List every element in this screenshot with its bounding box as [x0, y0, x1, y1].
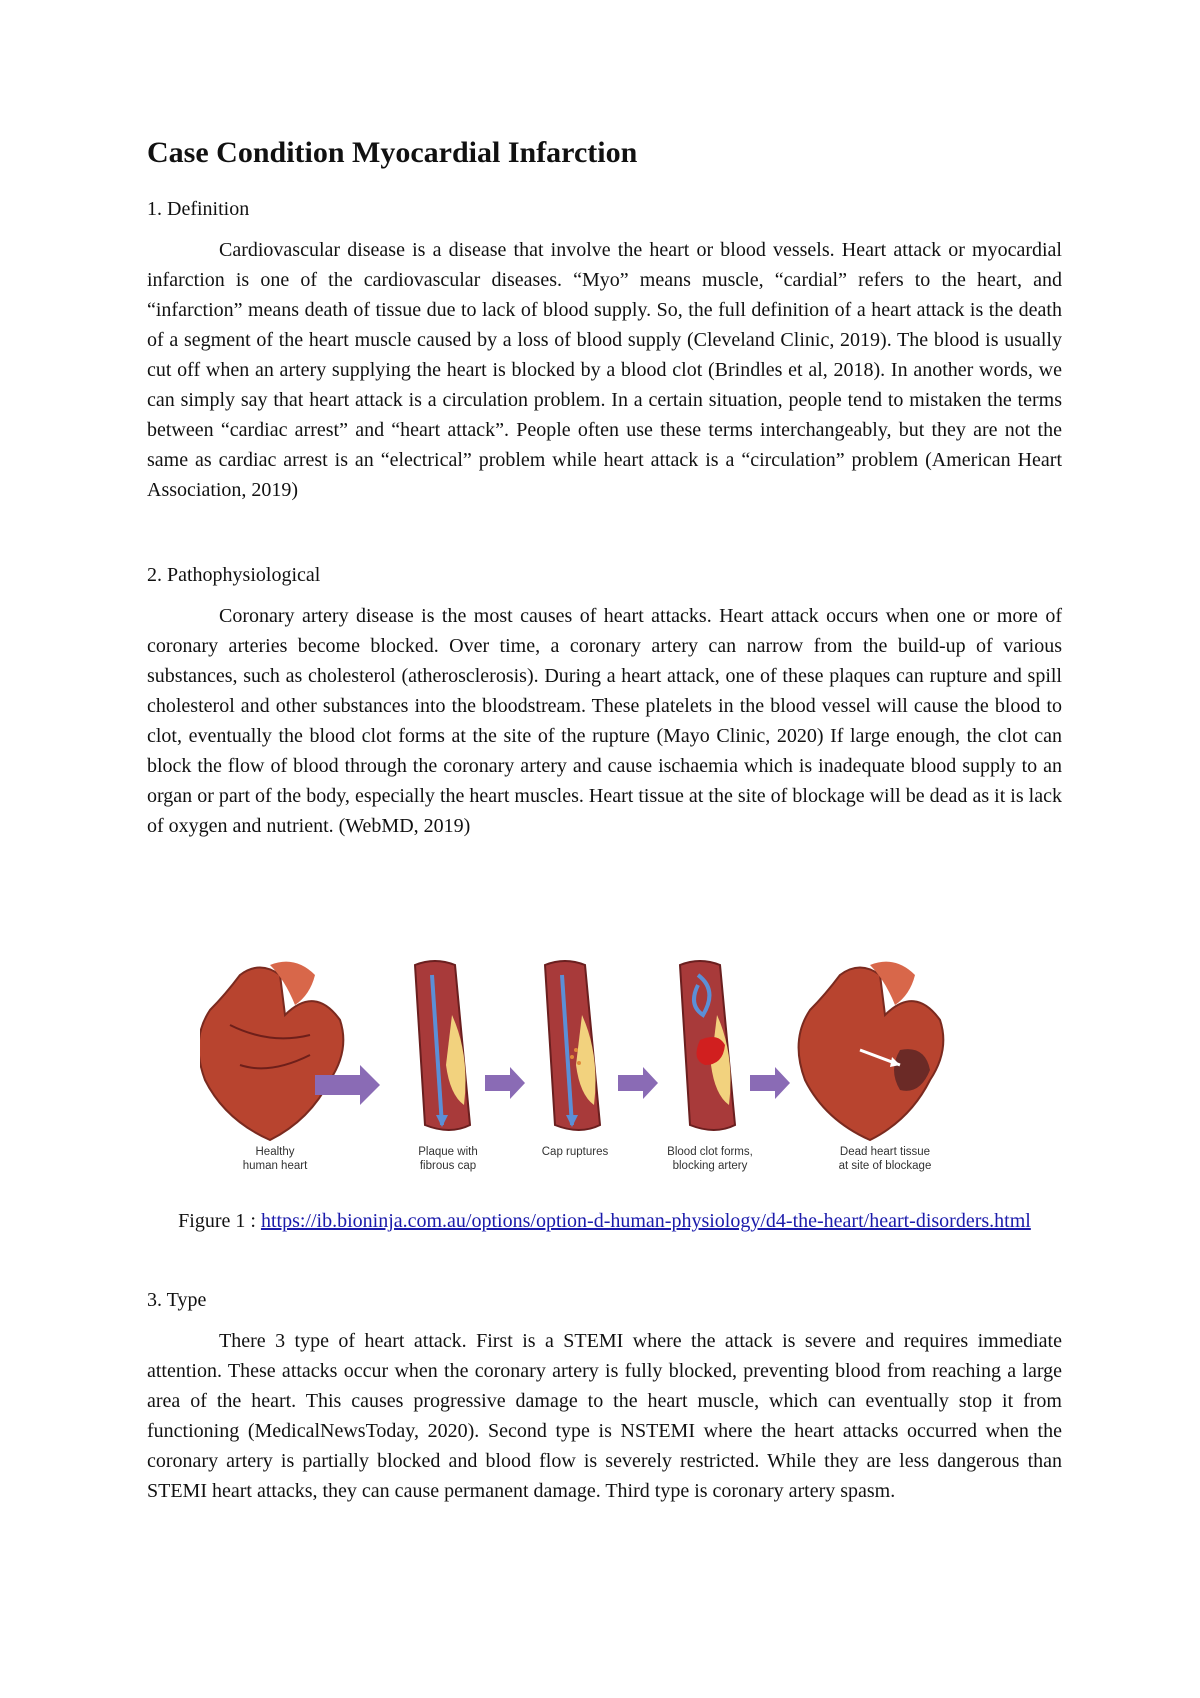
label-rupture-line1: Cap ruptures	[541, 1146, 609, 1158]
section-heading-type: 3. Type	[147, 1289, 207, 1311]
section-body-definition: Cardiovascular disease is a disease that involve the heart or blood vessels. Heart attack or myocardial infarction is one of the cardiovascular diseases. “Myo” means muscle, “cardial” refers to the heart, and “infarction” means death of tissue due to lack of blood supply. So, the full definition of a heart attack is the death of a segment of the heart muscle caused by a loss of blood supply (Cleveland Clinic, 2019). The blood is usually cut off when an artery supplying the heart is blocked by a blood clot (Brindles et al, 2018). In another words, we can simply say that heart attack is a circulation problem. In a certain situation, people tend to mistaken the terms between “cardiac arrest” and “heart attack”. People often use these terms interchangeably, but they are not the same as cardiac arrest is an “electrical” problem while heart attack is a “circulation” problem (American Heart Association, 2019)	[147, 239, 1062, 501]
figure-caption-prefix: Figure 1 :	[178, 1210, 261, 1232]
label-healthy-line2: human heart	[242, 1160, 308, 1172]
label-dead-line1: Dead heart tissue	[839, 1146, 931, 1158]
vessel-cap-rupture-illustration	[545, 961, 600, 1130]
figure-labels	[243, 1146, 932, 1172]
label-clot-line2: blocking artery	[672, 1160, 748, 1172]
vessel-plaque-illustration	[415, 961, 470, 1130]
section-body-type: There 3 type of heart attack. First is a STEMI where the attack is severe and requires immediate attention. These attacks occur when the coronary artery is fully blocked, preventing blood from reaching a large area of the heart. This causes progressive damage to the heart muscle, which can eventually stop it from functioning (MedicalNewsToday, 2020). Second type is NSTEMI where the heart attacks occurred when the coronary artery is partially blocked and blood flow is severely restricted. While they are less dangerous than STEMI heart attacks, they can cause permanent damage. Third type is coronary artery spasm.	[147, 1330, 1062, 1502]
arrow-step-3	[618, 1067, 658, 1099]
heart-attack-diagram	[200, 955, 1000, 1185]
figure-source-link[interactable]: https://ib.bioninja.com.au/options/option-d-human-physiology/d4-the-heart/heart-disorders.html	[260, 1210, 1031, 1232]
vessel-blood-clot-illustration	[680, 961, 735, 1130]
document-page-continued	[147, 1286, 1062, 1506]
label-clot-line1: Blood clot forms,	[667, 1146, 753, 1158]
document-page	[147, 135, 1062, 841]
section-heading-pathophysiological: 2. Pathophysiological	[147, 564, 321, 586]
label-plaque-line1: Plaque with	[418, 1146, 478, 1158]
section-body-pathophysiological: Coronary artery disease is the most causes of heart attacks. Heart attack occurs when one or more of coronary arteries become blocked. Over time, a coronary artery can narrow from the build-up of various substances, such as cholesterol (atherosclerosis). During a heart attack, one of these plaques can rupture and spill cholesterol and other substances into the bloodstream. These platelets in the blood vessel will cause the blood to clot, eventually the blood clot forms at the site of the rupture (Mayo Clinic, 2020) If large enough, the clot can block the flow of blood through the coronary artery and cause ischaemia which is inadequate blood supply to an organ or part of the body, especially the heart muscles. Heart tissue at the site of blockage will be dead as it is lack of oxygen and nutrient. (WebMD, 2019)	[147, 605, 1062, 837]
label-healthy-line1: Healthy	[255, 1146, 295, 1158]
label-plaque-line2: fibrous cap	[419, 1160, 477, 1172]
document-title: Case Condition Myocardial Infarction	[147, 136, 638, 169]
arrow-step-4	[750, 1067, 790, 1099]
section-heading-definition: 1. Definition	[147, 198, 250, 220]
figure-caption	[147, 1206, 1062, 1236]
dead-tissue-heart-illustration	[799, 962, 944, 1140]
label-dead-line2: at site of blockage	[838, 1160, 932, 1172]
healthy-heart-illustration	[200, 962, 343, 1140]
arrow-step-2	[485, 1067, 525, 1099]
